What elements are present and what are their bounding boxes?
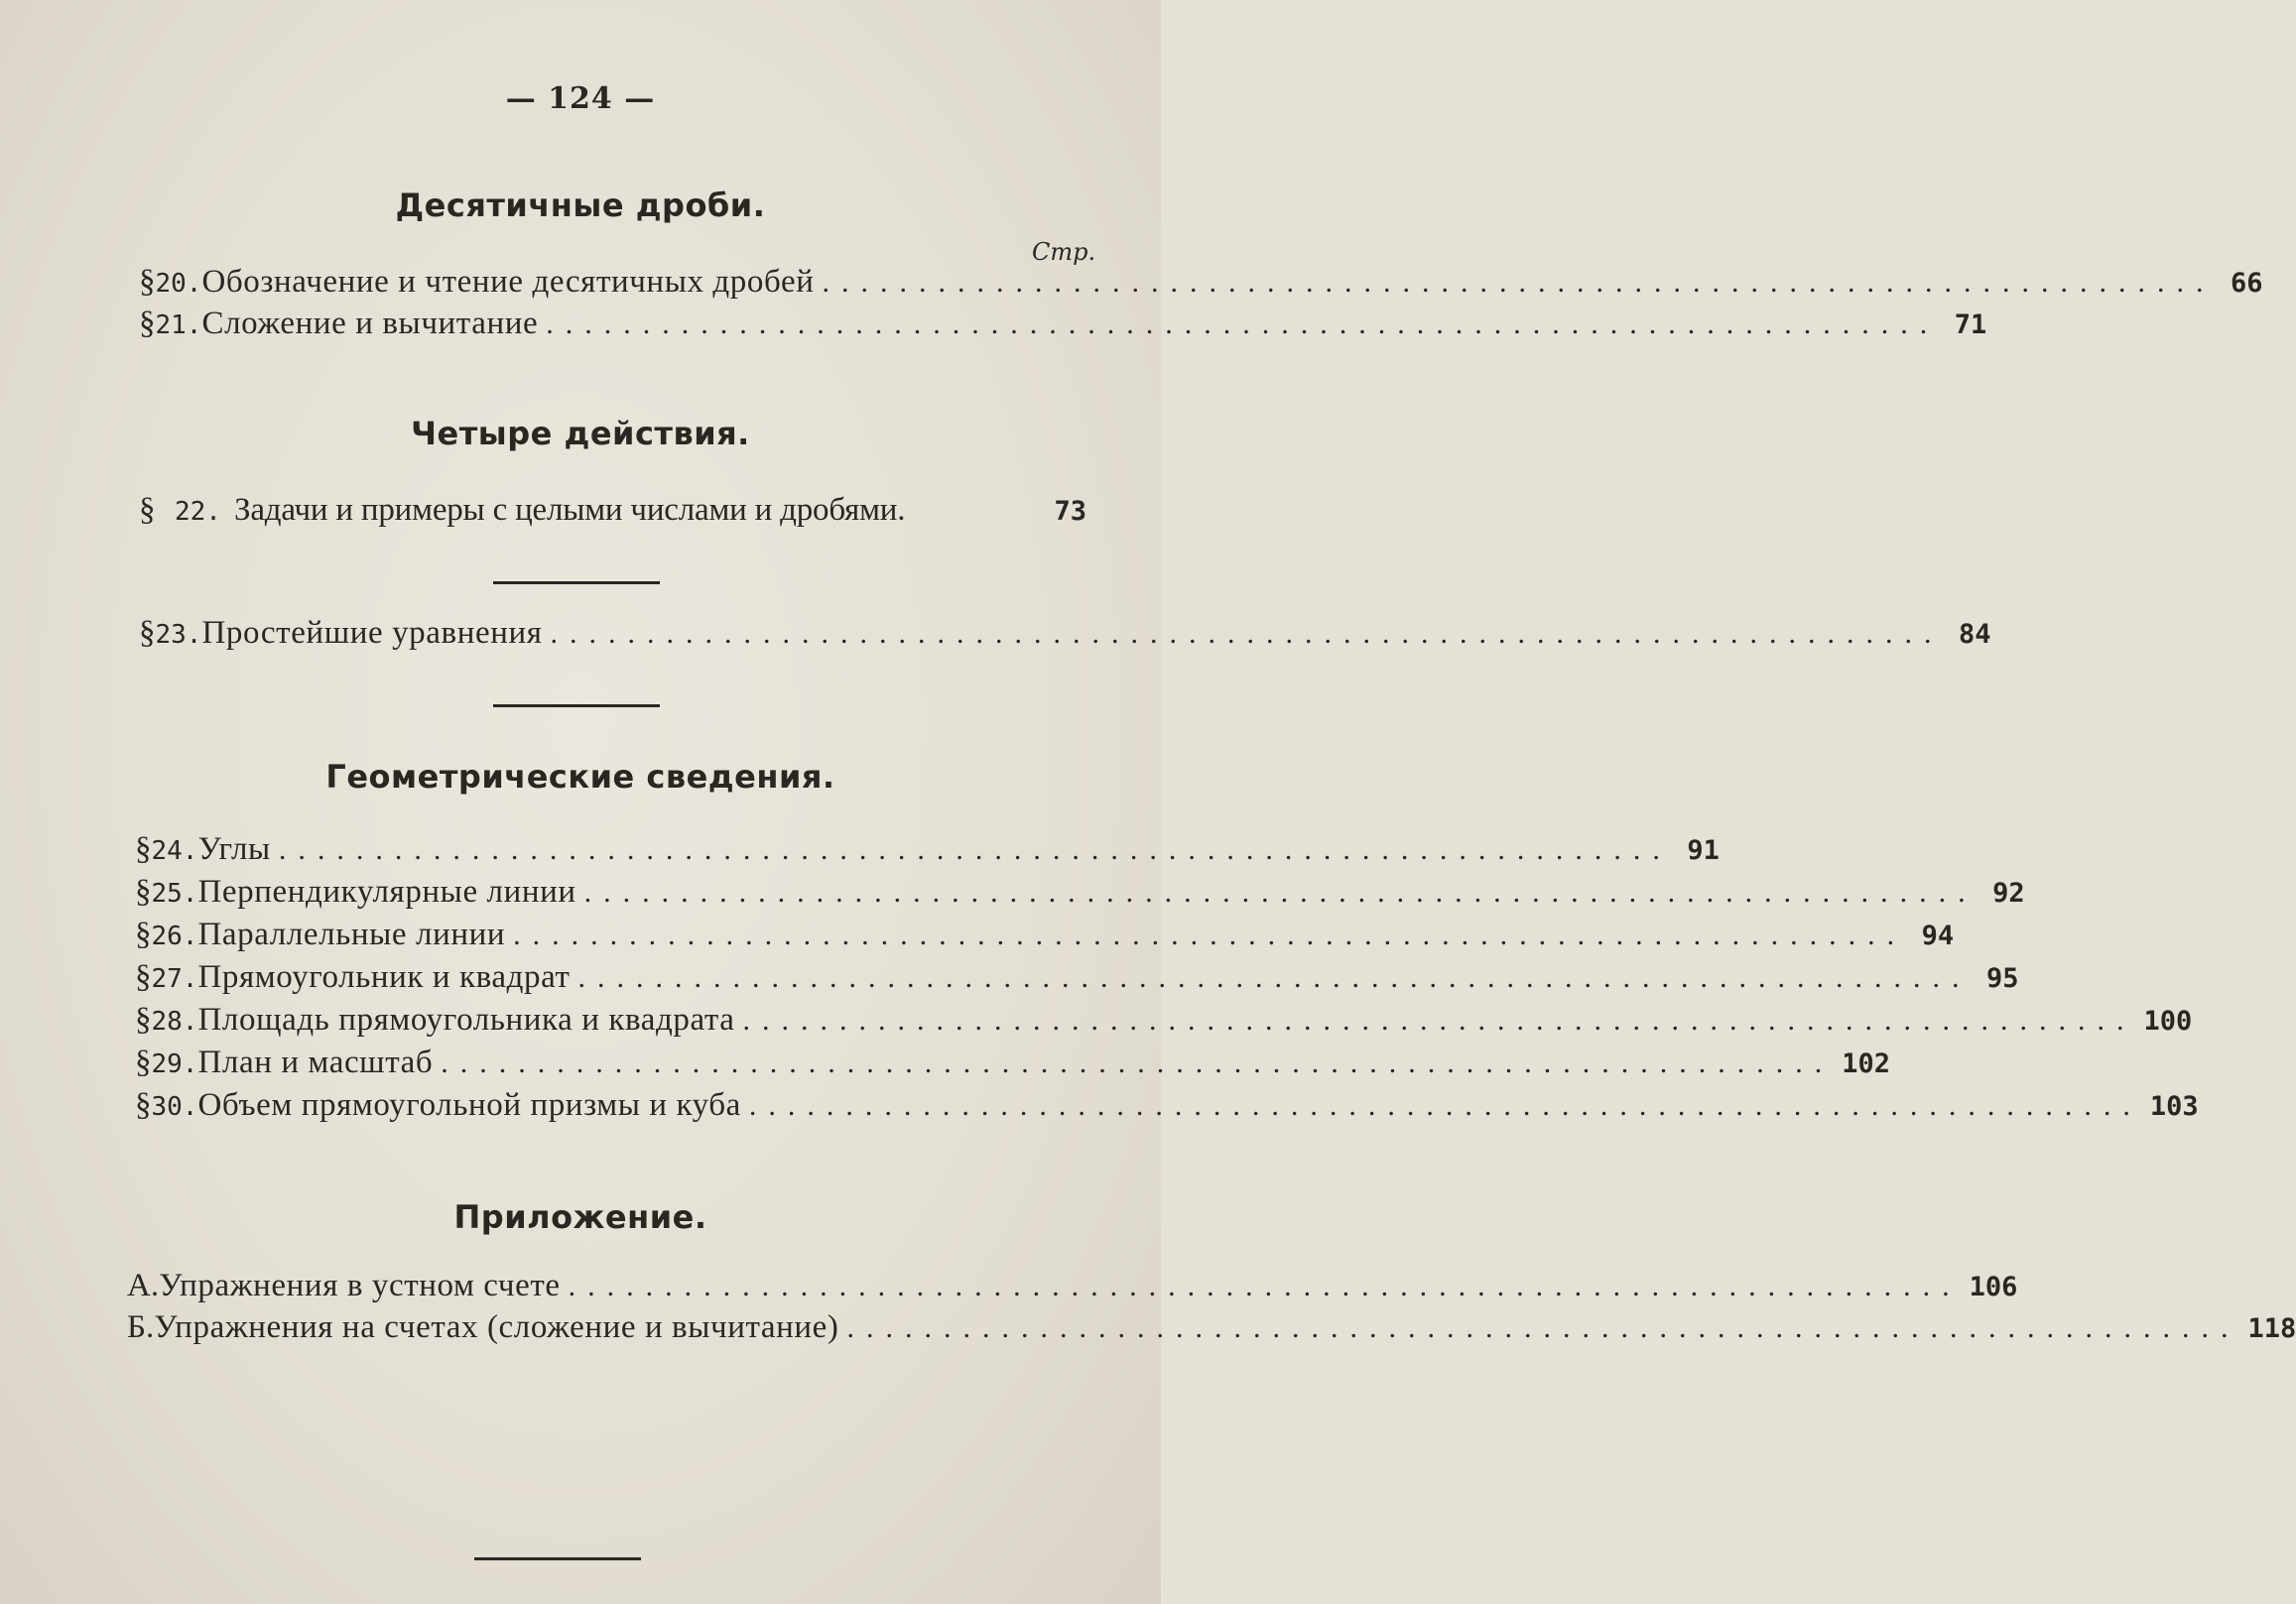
entry-page: 118	[2247, 1313, 2296, 1344]
paragraph-sign: §	[135, 959, 152, 995]
section-heading-four-operations: Четыре действия.	[411, 415, 750, 452]
entry-page: 94	[1921, 921, 1955, 951]
toc-entry[interactable]	[135, 1002, 2193, 1039]
paragraph-sign: §	[139, 492, 156, 528]
entry-page: 92	[1992, 878, 2025, 909]
entry-page: 100	[2143, 1006, 2193, 1037]
page-number: — 124 —	[505, 81, 656, 116]
paragraph-sign: §	[135, 1087, 152, 1123]
dot-leader: ........................................................................	[513, 919, 1907, 951]
dot-leader: ........................................................................	[441, 1047, 1835, 1079]
toc-entry[interactable]	[135, 874, 2025, 911]
dot-leader: ........................................................................	[822, 266, 2216, 299]
entry-number: 30.	[151, 1092, 198, 1122]
dot-leader: ........................................................................	[846, 1311, 2240, 1344]
dot-leader: ........................................................................	[278, 833, 1672, 866]
dot-leader: ........................................................................	[546, 308, 1940, 340]
entry-page: 103	[2149, 1091, 2199, 1122]
paragraph-sign: §	[139, 306, 156, 341]
entry-title: Упражнения в устном счете	[159, 1268, 561, 1303]
entry-number: 20.	[155, 269, 202, 299]
entry-number: 25.	[151, 879, 198, 909]
dot-leader: ........................................................................	[583, 876, 1977, 909]
entry-number: 21.	[155, 310, 202, 340]
entry-number: 24.	[151, 836, 198, 866]
entry-page: 73	[1054, 496, 1086, 527]
entry-letter: А.	[127, 1268, 160, 1303]
entry-title: Перпендикулярные линии	[197, 874, 576, 910]
toc-entry[interactable]	[135, 1087, 2199, 1124]
toc-entry[interactable]	[139, 492, 1086, 529]
entry-title: Сложение и вычитание	[201, 306, 539, 341]
toc-entry[interactable]	[135, 959, 2019, 996]
entry-number: 27.	[151, 964, 198, 994]
entry-title: Задачи и примеры с целыми числами и дробями.	[234, 492, 906, 528]
toc-entry[interactable]	[135, 831, 1720, 868]
dot-leader: ........................................................................	[568, 1270, 1962, 1302]
entry-page: 106	[1969, 1272, 2018, 1302]
entry-page: 71	[1954, 309, 1987, 340]
entry-title: Упражнения на счетах (сложение и вычитание)	[154, 1309, 839, 1345]
entry-number: 26.	[151, 922, 198, 951]
paragraph-sign: §	[135, 1002, 152, 1038]
entry-page: 66	[2230, 268, 2263, 299]
paragraph-sign: §	[139, 615, 156, 651]
toc-entry[interactable]	[127, 1309, 2296, 1346]
dot-leader: ........................................................................	[748, 1089, 2142, 1122]
dot-leader: ........................................................................	[577, 961, 1972, 994]
entry-letter: Б.	[127, 1309, 155, 1345]
paragraph-sign: §	[135, 831, 152, 867]
dot-leader: ........................................................................	[550, 617, 1944, 650]
entry-number: 29.	[151, 1049, 198, 1079]
toc-entry[interactable]	[139, 306, 1987, 342]
toc-entry[interactable]	[139, 615, 1991, 652]
entry-title: Прямоугольник и квадрат	[197, 959, 571, 995]
entry-page: 95	[1986, 963, 2019, 994]
section-heading-appendix: Приложение.	[453, 1198, 707, 1236]
entry-number: 28.	[151, 1007, 198, 1037]
entry-title: План и масштаб	[197, 1045, 434, 1080]
section-heading-geometry: Геометрические сведения.	[325, 758, 835, 796]
entry-page: 91	[1687, 835, 1720, 866]
entry-page: 84	[1958, 619, 1991, 650]
toc-entry[interactable]	[127, 1268, 2018, 1304]
separator-rule	[493, 581, 660, 584]
entry-title: Объем прямоугольной призмы и куба	[197, 1087, 741, 1123]
paragraph-sign: §	[135, 917, 152, 952]
entry-page: 102	[1842, 1049, 1891, 1079]
entry-title: Простейшие уравнения	[201, 615, 543, 651]
entry-title: Площадь прямоугольника и квадрата	[197, 1002, 735, 1038]
entry-title: Обозначение и чтение десятичных дробей	[201, 264, 815, 300]
toc-entry[interactable]	[139, 264, 2263, 301]
entry-title: Углы	[197, 831, 271, 867]
paragraph-sign: §	[135, 874, 152, 910]
section-heading-decimals: Десятичные дроби.	[395, 186, 766, 224]
paragraph-sign: §	[139, 264, 156, 300]
entry-title: Параллельные линии	[197, 917, 506, 952]
dot-leader: ........................................................................	[742, 1004, 2136, 1037]
separator-rule	[474, 1557, 641, 1560]
entry-number: 23.	[155, 620, 202, 650]
entry-number: 22.	[175, 497, 221, 527]
toc-entry[interactable]	[135, 1045, 1891, 1081]
paragraph-sign: §	[135, 1045, 152, 1080]
toc-entry[interactable]	[135, 917, 1955, 953]
separator-rule	[493, 704, 660, 707]
page-column-label: Стр.	[1032, 238, 1096, 266]
